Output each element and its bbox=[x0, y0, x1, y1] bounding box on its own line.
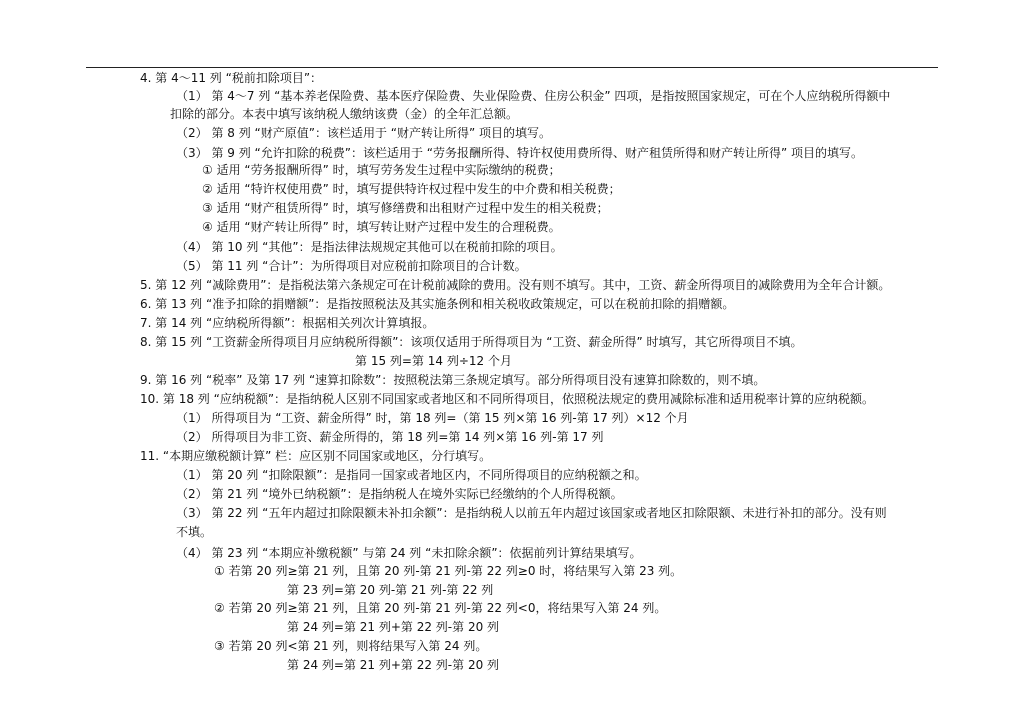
item-11-4-case-2: ② 若第 20 列≥第 21 列，且第 20 列-第 21 列-第 22 列<0，将结果写入第 24 列。 bbox=[214, 601, 667, 615]
formula-col-24-a: 第 24 列=第 21 列+第 22 列-第 20 列 bbox=[287, 620, 500, 634]
item-11-1: （1） 第 20 列 “扣除限额”：是指同一国家或者地区内，不同所得项目的应纳税额之和。 bbox=[176, 468, 647, 482]
section-8: 8. 第 15 列 “工资薪金所得项目月应纳税所得额”：该项仅适用于所得项目为 “工资、薪金所得” 时填写，其它所得项目不填。 bbox=[140, 335, 803, 349]
section-7: 7. 第 14 列 “应纳税所得额”：根据相关列次计算填报。 bbox=[140, 316, 435, 330]
formula-col-15: 第 15 列=第 14 列÷12 个月 bbox=[355, 354, 512, 368]
item-4-1-line-1: （1） 第 4～7 列 “基本养老保险费、基本医疗保险费、失业保险费、住房公积金” 四项，是指按照国家规定，可在个人应纳税所得额中 bbox=[176, 89, 891, 103]
item-4-3-sub-4: ④ 适用 “财产转让所得” 时，填写转让财产过程中发生的合理税费。 bbox=[202, 220, 561, 234]
item-11-4-case-1: ① 若第 20 列≥第 21 列，且第 20 列-第 21 列-第 22 列≥0 时，将结果写入第 23 列。 bbox=[214, 564, 683, 578]
item-4-4: （4） 第 10 列 “其他”：是指法律法规规定其他可以在税前扣除的项目。 bbox=[176, 240, 563, 254]
item-10-1: （1） 所得项目为 “工资、薪金所得” 时，第 18 列=（第 15 列×第 16 列-第 17 列）×12 个月 bbox=[176, 411, 689, 425]
item-4-3-sub-3: ③ 适用 “财产租赁所得” 时，填写修缮费和出租财产过程中发生的相关税费； bbox=[202, 201, 609, 215]
item-4-3-sub-2: ② 适用 “特许权使用费” 时，填写提供特许权过程中发生的中介费和相关税费； bbox=[202, 182, 621, 196]
item-10-2: （2） 所得项目为非工资、薪金所得的，第 18 列=第 14 列×第 16 列-第 17 列 bbox=[176, 430, 604, 444]
item-4-3: （3） 第 9 列 “允许扣除的税费”：该栏适用于 “劳务报酬所得、特许权使用费所得、财产租赁所得和财产转让所得” 项目的填写。 bbox=[176, 146, 864, 160]
section-4-heading: 4. 第 4～11 列 “税前扣除项目”： bbox=[140, 71, 323, 85]
item-11-4: （4） 第 23 列 “本期应补缴税额” 与第 24 列 “未扣除余额”：依据前列计算结果填写。 bbox=[176, 546, 642, 560]
item-11-4-case-3: ③ 若第 20 列<第 21 列，则将结果写入第 24 列。 bbox=[214, 639, 488, 653]
section-6: 6. 第 13 列 “准予扣除的捐赠额”：是指按照税法及其实施条例和相关税收政策规定，可以在税前扣除的捐赠额。 bbox=[140, 297, 735, 311]
header-rule bbox=[86, 67, 938, 68]
item-11-3-line-1: （3） 第 22 列 “五年内超过扣除限额未补扣余额”：是指纳税人以前五年内超过该国家或者地区扣除限额、未进行补扣的部分。没有则 bbox=[176, 506, 887, 520]
item-4-3-sub-1: ① 适用 “劳务报酬所得” 时，填写劳务发生过程中实际缴纳的税费； bbox=[202, 163, 561, 177]
section-5: 5. 第 12 列 “减除费用”：是指税法第六条规定可在计税前减除的费用。没有则不填写。其中，工资、薪金所得项目的减除费用为全年合计额。 bbox=[140, 278, 891, 292]
item-4-2: （2） 第 8 列 “财产原值”：该栏适用于 “财产转让所得” 项目的填写。 bbox=[176, 126, 552, 140]
item-4-5: （5） 第 11 列 “合计”：为所得项目对应税前扣除项目的合计数。 bbox=[176, 259, 527, 273]
item-11-2: （2） 第 21 列 “境外已纳税额”：是指纳税人在境外实际已经缴纳的个人所得税额。 bbox=[176, 487, 623, 501]
item-11-3-line-2: 不填。 bbox=[176, 525, 213, 539]
formula-col-24-b: 第 24 列=第 21 列+第 22 列-第 20 列 bbox=[287, 658, 500, 672]
formula-col-23: 第 23 列=第 20 列-第 21 列-第 22 列 bbox=[287, 583, 494, 597]
section-10: 10. 第 18 列 “应纳税额”：是指纳税人区别不同国家或者地区和不同所得项目，依照税法规定的费用减除标准和适用税率计算的应纳税额。 bbox=[140, 392, 875, 406]
item-4-1-line-2: 扣除的部分。本表中填写该纳税人缴纳该费（金）的全年汇总额。 bbox=[170, 107, 519, 121]
section-9: 9. 第 16 列 “税率” 及第 17 列 “速算扣除数”：按照税法第三条规定填写。部分所得项目没有速算扣除数的，则不填。 bbox=[140, 373, 766, 387]
section-11: 11. “本期应缴税额计算” 栏：应区别不同国家或地区，分行填写。 bbox=[140, 449, 492, 463]
